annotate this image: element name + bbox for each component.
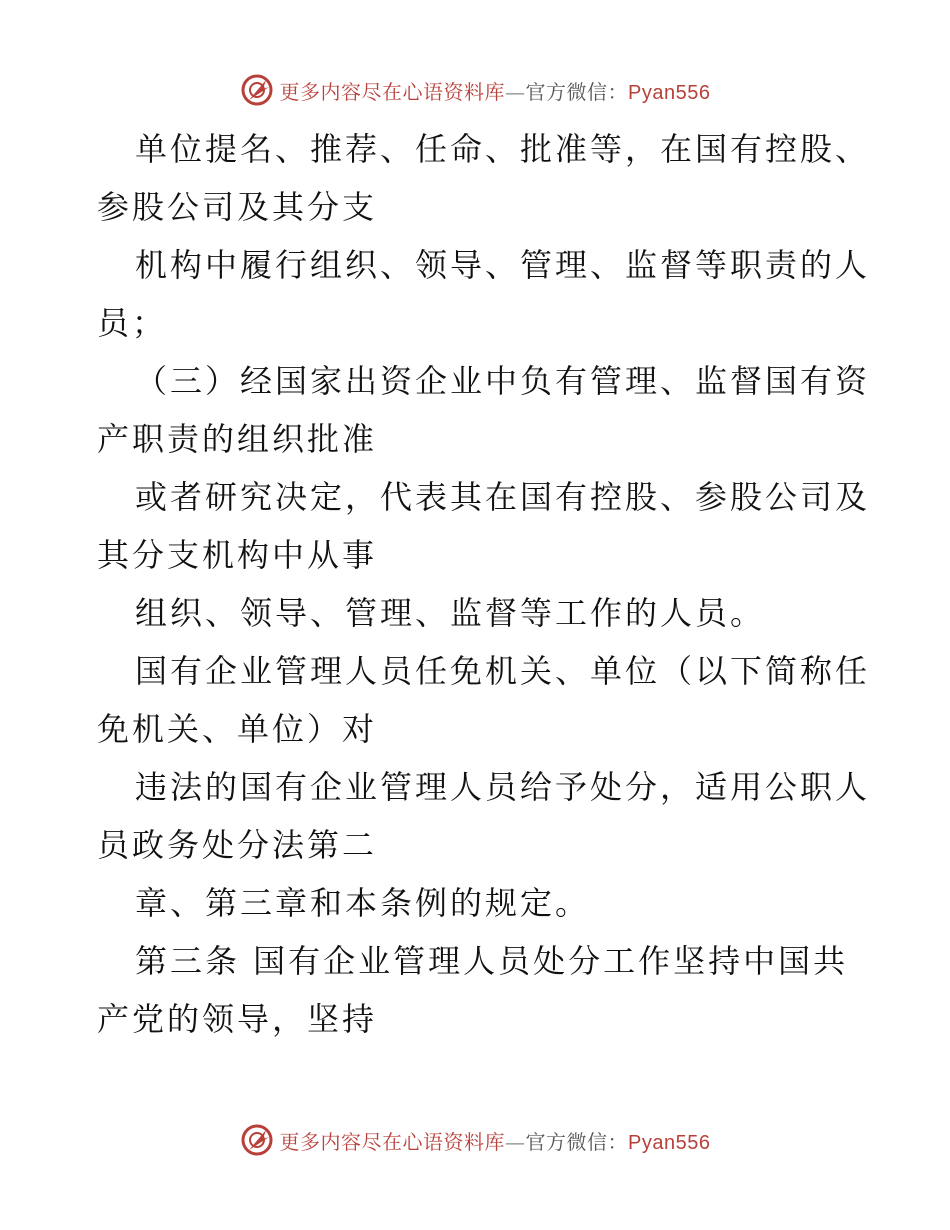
text-line: 机构中履行组织、领导、管理、监督等职责的人 [135,246,871,284]
quill-circle-logo-icon [240,1123,274,1157]
text-line: 其分支机构中从事 [97,536,378,574]
watermark-text [280,76,711,105]
quill-circle-logo-icon [240,73,274,107]
text-line: 免机关、单位）对 [97,710,378,748]
text-line: 员政务处分法第二 [97,826,378,864]
watermark-wechat-id: Pyan556 [628,1131,711,1154]
text-line: 或者研究决定，代表其在国有控股、参股公司及 [135,478,871,516]
text-line: 员； [97,304,168,342]
document-body [97,120,871,1048]
text-line: 产职责的组织批准 [97,420,378,458]
text-line: 组织、领导、管理、监督等工作的人员。 [135,594,766,632]
watermark-brand: 更多内容尽在心语资料库 [279,1129,506,1154]
watermark-dash: — [505,79,526,104]
text-line: 参股公司及其分支 [97,188,378,226]
text-line: 章、第三章和本条例的规定。 [135,884,591,922]
watermark-wechat-id: Pyan556 [628,81,711,104]
header-watermark [0,70,950,110]
text-line: （三）经国家出资企业中负有管理、监督国有资 [135,362,871,400]
text-line: 违法的国有企业管理人员给予处分，适用公职人 [135,768,871,806]
text-line: 第三条 国有企业管理人员处分工作坚持中国共 [135,942,849,980]
text-line: 产党的领导，坚持 [97,1000,378,1038]
watermark-text [280,1126,711,1155]
text-line: 单位提名、推荐、任命、批准等，在国有控股、 [135,130,871,168]
watermark-contact-label: 官方微信： [525,79,629,104]
text-line: 国有企业管理人员任免机关、单位（以下简称任 [135,652,871,690]
footer-watermark [0,1120,950,1160]
watermark-brand: 更多内容尽在心语资料库 [279,79,506,104]
watermark-dash: — [505,1129,526,1154]
watermark-contact-label: 官方微信： [525,1129,629,1154]
